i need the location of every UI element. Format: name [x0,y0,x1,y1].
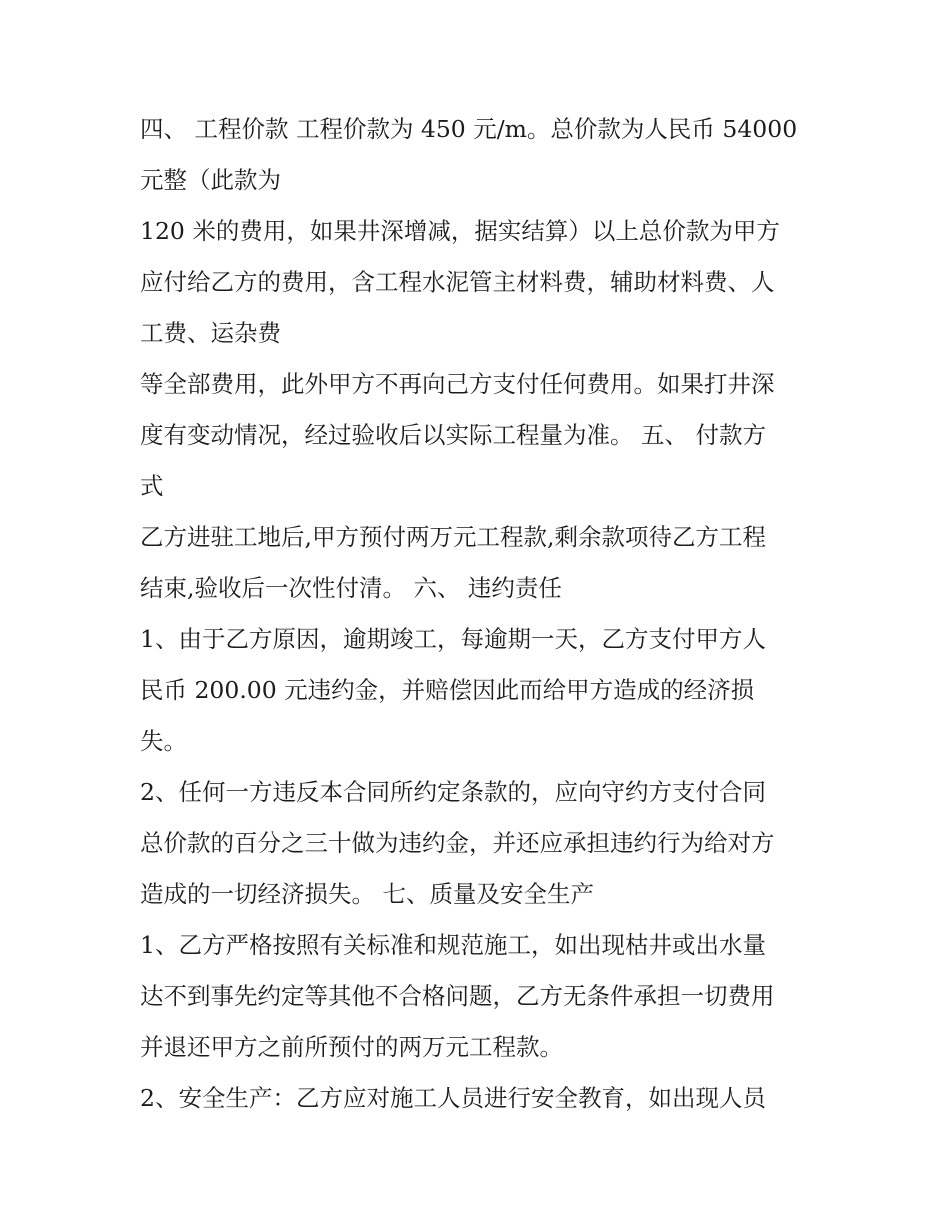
text-line: 应付给乙方的费用，含工程水泥管主材料费，辅助材料费、人 [140,268,775,296]
text-line: 结束,验收后一次性付清。 六、 违约责任 [140,574,562,602]
text-line: 总价款的百分之三十做为违约金，并还应承担违约行为给对方 [140,829,775,857]
text-line: 达不到事先约定等其他不合格问题，乙方无条件承担一切费用 [140,982,775,1010]
text-line: 元整（此款为 [140,166,281,194]
text-line: 失。 [140,727,187,755]
text-line: 2、任何一方违反本合同所约定条款的，应向守约方支付合同 [140,778,766,806]
text-line: 度有变动情况，经过验收后以实际工程量为准。 五、 付款方 [140,421,766,449]
text-line: 式 [140,472,164,500]
text-line: 工费、运杂费 [140,319,281,347]
text-line: 120 米的费用，如果井深增减，据实结算）以上总价款为甲方 [140,217,780,245]
text-line: 2、安全生产：乙方应对施工人员进行安全教育，如出现人员 [140,1084,766,1112]
text-line: 民币 200.00 元违约金，并赔偿因此而给甲方造成的经济损 [140,676,755,704]
text-line: 乙方进驻工地后,甲方预付两万元工程款,剩余款项待乙方工程 [140,523,766,551]
text-line: 等全部费用，此外甲方不再向己方支付任何费用。如果打井深 [140,370,775,398]
text-line: 并退还甲方之前所预付的两万元工程款。 [140,1033,563,1061]
text-line: 造成的一切经济损失。 七、质量及安全生产 [140,880,594,908]
text-line: 1、由于乙方原因，逾期竣工，每逾期一天，乙方支付甲方人 [140,625,766,653]
contract-text-body [140,104,830,1124]
text-line: 1、乙方严格按照有关标准和规范施工，如出现枯井或出水量 [140,931,766,959]
text-line: 四、 工程价款 工程价款为 450 元/m。总价款为人民币 54000 [140,115,798,143]
